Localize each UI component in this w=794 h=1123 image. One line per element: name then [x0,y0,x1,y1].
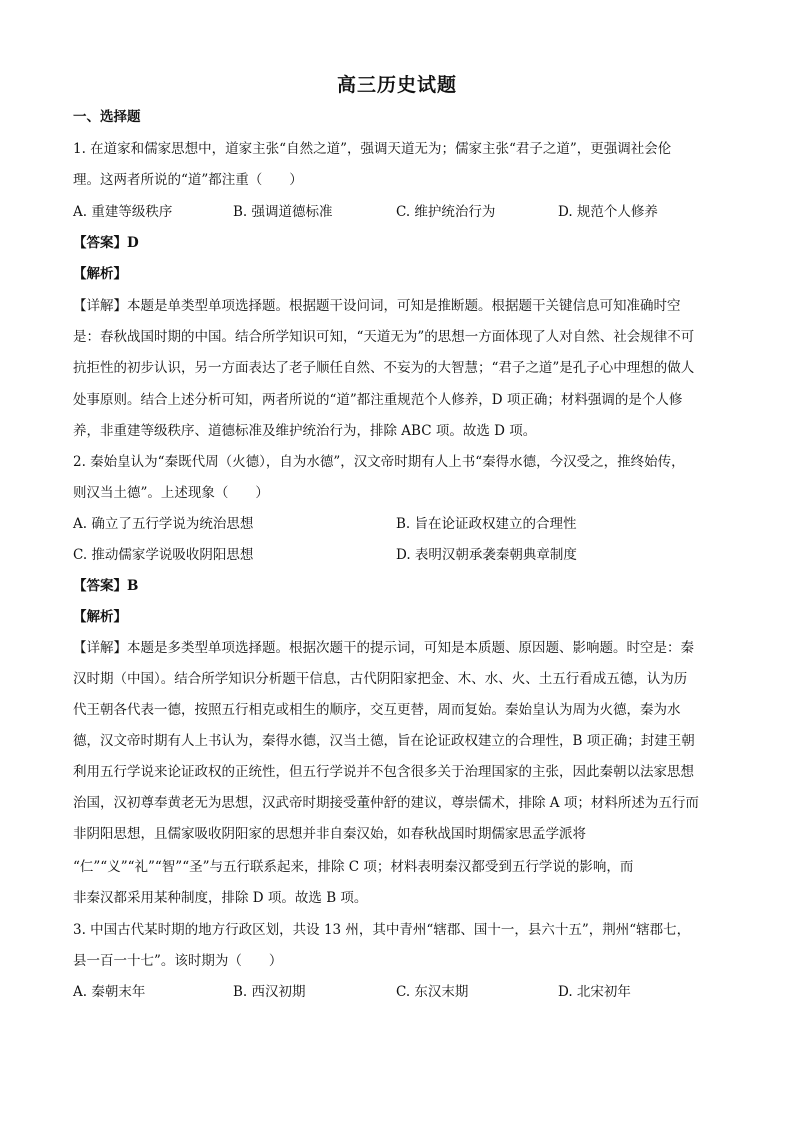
q1-option-b: B. 强调道德标准 [233,204,333,220]
q1-detail-line: 处事原则。结合上述分析可知，两者所说的“道”都注重规范个人修养，D 项正确；材料强调的是个人修 [73,392,683,408]
q3-option-b: B. 西汉初期 [233,984,306,1000]
q1-detail-line: 养，非重建等级秩序、道德标准及维护统治行为，排除 ABC 项。故选 D 项。 [73,423,537,439]
q1-detail-line: 是：春秋战国时期的中国。结合所学知识可知，“天道无为”的思想一方面体现了人对自然、社会规律不可 [73,329,695,345]
q2-option-b: B. 旨在论证政权建立的合理性 [396,516,577,532]
q1-detail-line: 抗拒性的初步认识，另一方面表达了老子顺任自然、不妄为的大智慧；“君子之道”是孔子心中理想的做人 [73,360,695,376]
q2-detail-line: 【详解】本题是多类型单项选择题。根据次题干的提示词，可知是本质题、原因题、影响题。时空是：秦 [73,640,694,656]
q2-option-d: D. 表明汉朝承袭秦朝典章制度 [396,547,577,563]
q1-stem-line-2: 理。这两者所说的“道”都注重（ ） [73,172,303,188]
q1-answer: 【答案】D [73,235,139,251]
q1-option-d: D. 规范个人修养 [558,204,658,220]
section-heading: 一、选择题 [73,109,141,125]
q2-analysis-label: 【解析】 [73,609,127,625]
q1-analysis-label: 【解析】 [73,266,127,282]
q1-option-c: C. 维护统治行为 [396,204,496,220]
q2-option-c: C. 推动儒家学说吸收阴阳思想 [73,547,254,563]
q2-detail-line: 汉时期（中国）。结合所学知识分析题干信息，古代阴阳家把金、木、水、火、土五行看成五德，认为历 [73,671,688,687]
page-title: 高三历史试题 [336,74,457,96]
q3-option-c: C. 东汉末期 [396,984,469,1000]
q2-detail-line: “仁”“义”“礼”“智”“圣”与五行联系起来，排除 C 项；材料表明秦汉都受到五行学说的影响，而 [73,859,634,875]
q3-stem-line-2: 县一百一十七”。该时期为（ ） [73,953,283,969]
q2-stem-line-1: 2. 秦始皇认为“秦既代周（火德），自为水德”，汉文帝时期有人上书“秦得水德，今汉受之，推终始传， [73,454,685,470]
q2-detail-line: 德，汉文帝时期有人上书认为，秦得水德，汉当土德，旨在论证政权建立的合理性，B 项正确；封建王朝 [73,733,695,749]
q2-detail-line: 非秦汉都采用某种制度，排除 D 项。故选 B 项。 [73,890,368,906]
q2-option-a: A. 确立了五行学说为统治思想 [73,516,254,532]
q2-detail-line: 非阴阳思想，且儒家吸收阴阳家的思想并非自秦汉始，如春秋战国时期儒家思孟学派将 [73,826,586,842]
q1-stem-line-1: 1. 在道家和儒家思想中，道家主张“自然之道”，强调天道无为；儒家主张“君子之道”，更强调社会伦 [73,141,672,157]
q3-stem-line-1: 3. 中国古代某时期的地方行政区划，共设 13 州，其中青州“辖郡、国十一，县六十五”，荆州“辖郡七， [73,922,691,938]
q2-detail-line: 利用五行学说来论证政权的正统性，但五行学说并不包含很多关于治理国家的主张，因此秦朝以法家思想 [73,764,694,780]
q3-option-d: D. 北宋初年 [558,984,631,1000]
q2-detail-line: 代王朝各代表一德，按照五行相克或相生的顺序，交互更替，周而复始。秦始皇认为周为火德，秦为水 [73,702,681,718]
q3-option-a: A. 秦朝末年 [73,984,146,1000]
q2-detail-line: 治国，汉初尊奉黄老无为思想，汉武帝时期接受董仲舒的建议，尊崇儒术，排除 A 项；材料所述为五行而 [73,795,699,811]
q2-stem-line-2: 则汉当土德”。上述现象（ ） [73,485,269,501]
q1-detail-line: 【详解】本题是单类型单项选择题。根据题干设问词，可知是推断题。根据题干关键信息可知准确时空 [73,298,681,314]
q1-option-a: A. 重建等级秩序 [73,204,173,220]
q2-answer: 【答案】B [73,578,139,594]
